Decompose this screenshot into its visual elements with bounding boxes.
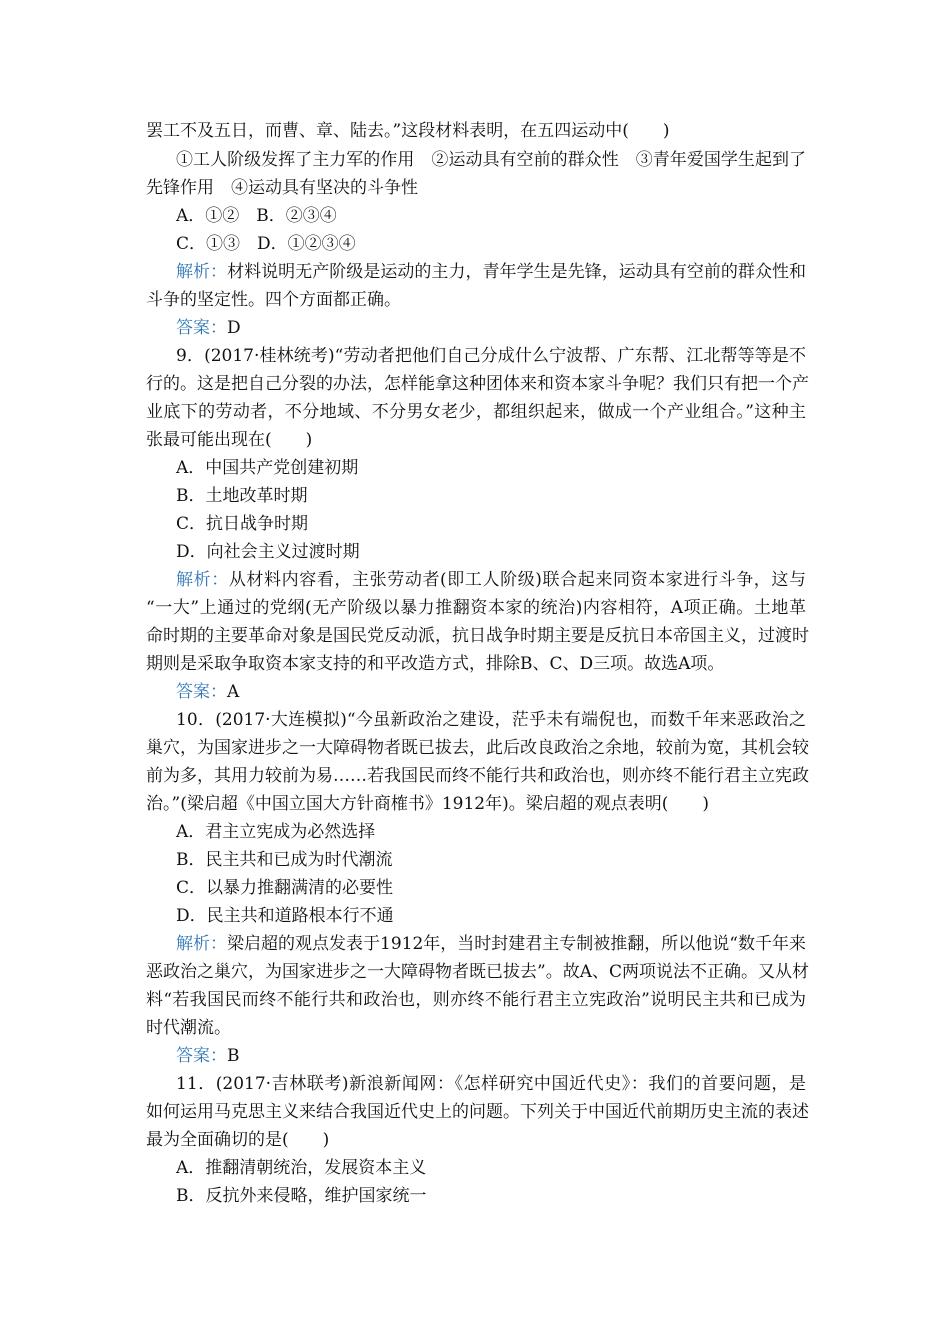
q10-analysis-line-4: 时代潮流。 <box>146 1018 231 1038</box>
q10-option-a: A．君主立宪成为必然选择 <box>176 822 376 842</box>
q8-choices-cd: C．①③ D．①②③④ <box>176 234 356 254</box>
q10-option-c: C．以暴力推翻满清的必要性 <box>176 878 394 898</box>
q10-analysis-line-3: 料“若我国民而终不能行共和政治也，则亦终不能行君主立宪政治”说明民主共和已成为 <box>146 990 806 1010</box>
q10-answer: 答案：B <box>176 1046 240 1066</box>
q9-option-c: C．抗日战争时期 <box>176 514 309 534</box>
q8-options-line-1: ①工人阶级发挥了主力军的作用 ②运动具有空前的群众性 ③青年爱国学生起到了 <box>176 150 806 170</box>
q9-stem-line-2: 行的。这是把自己分裂的办法，怎样能拿这种团体来和资本家斗争呢？我们只有把一个产 <box>146 374 809 394</box>
q8-analysis-line-1: 解析：材料说明无产阶级是运动的主力，青年学生是先锋，运动具有空前的群众性和 <box>176 262 807 282</box>
q10-option-d: D．民主共和道路根本行不通 <box>176 906 394 926</box>
q11-option-b: B．反抗外来侵略，维护国家统一 <box>176 1186 427 1206</box>
q8-analysis-line-2: 斗争的坚定性。四个方面都正确。 <box>146 290 401 310</box>
analysis-label: 解析： <box>176 934 228 954</box>
q10-stem-line-3: 前为多，其用力较前为易……若我国民而终不能行共和政治也，则亦终不能行君主立宪政 <box>146 766 809 786</box>
q11-option-a: A．推翻清朝统治，发展资本主义 <box>176 1158 427 1178</box>
q9-stem-line-1: 9．(2017·桂林统考)“劳动者把他们自己分成什么宁波帮、广东帮、江北帮等等是不 <box>176 346 806 366</box>
q8-stem-tail: 罢工不及五日，而曹、章、陆去。”这段材料表明，在五四运动中( ) <box>146 121 670 141</box>
q9-analysis-line-2: “一大”上通过的党纲(无产阶级以暴力推翻资本家的统治)内容相符，A项正确。土地革 <box>146 598 806 618</box>
q9-option-a: A．中国共产党创建初期 <box>176 458 359 478</box>
q10-stem-line-1: 10．(2017·大连模拟)“今虽新政治之建设，茫乎未有端倪也，而数千年来恶政治之 <box>176 710 806 730</box>
q9-option-d: D．向社会主义过渡时期 <box>176 542 360 562</box>
q11-stem-line-2: 如何运用马克思主义来结合我国近代史上的问题。下列关于中国近代前期历史主流的表述 <box>146 1102 809 1122</box>
q11-stem-line-1: 11．(2017·吉林联考)新浪新闻网：《怎样研究中国近代史》：我们的首要问题，是 <box>176 1074 806 1094</box>
q10-analysis-line-1: 解析：梁启超的观点发表于1912年，当时封建君主专制被推翻，所以他说“数千年来 <box>176 934 806 954</box>
answer-label: 答案： <box>176 682 227 702</box>
q9-answer: 答案：A <box>176 682 240 702</box>
analysis-label: 解析： <box>176 262 228 282</box>
q9-analysis-line-3: 命时期的主要革命对象是国民党反动派，抗日战争时期主要是反抗日本帝国主义，过渡时 <box>146 626 809 646</box>
answer-label: 答案： <box>176 1046 227 1066</box>
q11-stem-line-3: 最为全面确切的是( ) <box>146 1130 330 1150</box>
q9-analysis-line-4: 期则是采取争取资本家支持的和平改造方式，排除B、C、D三项。故选A项。 <box>146 654 725 674</box>
q8-choices-ab: A．①② B．②③④ <box>176 206 337 226</box>
q10-option-b: B．民主共和已成为时代潮流 <box>176 850 393 870</box>
q9-analysis-line-1: 解析：从材料内容看，主张劳动者(即工人阶级)联合起来同资本家进行斗争，这与 <box>176 570 806 590</box>
q9-stem-line-4: 张最可能出现在( ) <box>146 430 313 450</box>
q10-stem-line-2: 巢穴，为国家进步之一大障碍物者既已拔去，此后改良政治之余地，较前为宽，其机会较 <box>146 738 809 758</box>
analysis-label: 解析： <box>176 570 229 590</box>
q9-stem-line-3: 业底下的劳动者，不分地域、不分男女老少，都组织起来，做成一个产业组合。”这种主 <box>146 402 806 422</box>
q9-option-b: B．土地改革时期 <box>176 486 308 506</box>
q8-options-line-2: 先锋作用 ④运动具有坚决的斗争性 <box>146 178 418 198</box>
answer-label: 答案： <box>176 318 227 338</box>
q8-answer: 答案：D <box>176 318 241 338</box>
q10-stem-line-4: 治。”(梁启超《中国立国大方针商榷书》1912年)。梁启超的观点表明( ) <box>146 794 709 814</box>
q10-analysis-line-2: 恶政治之巢穴，为国家进步之一大障碍物者既已拔去”。故A、C两项说法不正确。又从材 <box>146 962 809 982</box>
